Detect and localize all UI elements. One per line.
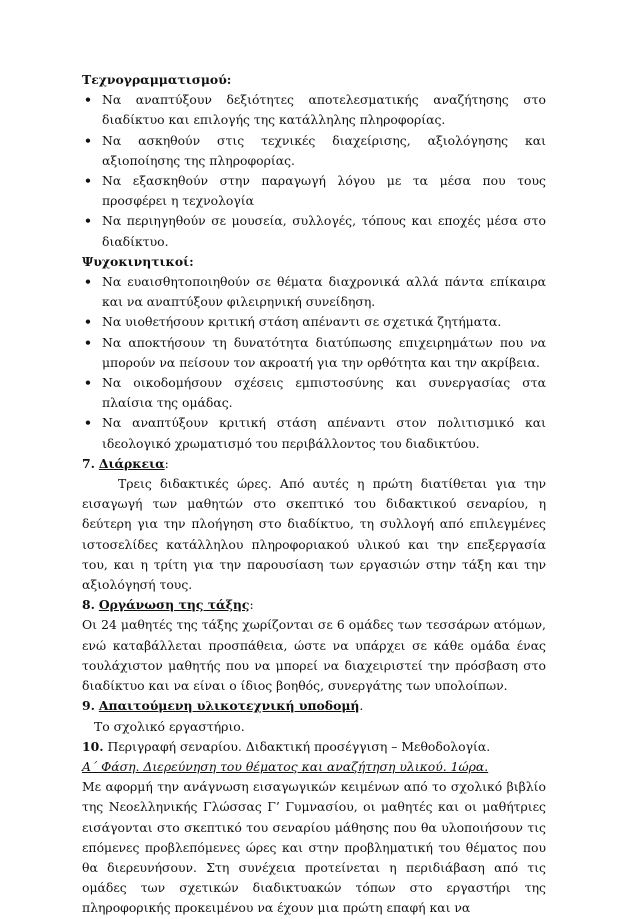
section-class-organization-heading: 8. Οργάνωση της τάξης: (82, 597, 254, 613)
section-title: Οργάνωση της τάξης (98, 597, 250, 613)
section-duration-heading: 7. Διάρκεια: (82, 455, 169, 471)
section-scenario-text: Με αφορμή την ανάγνωση εισαγωγικών κειμένων από το σχολικό βιβλίο της Νεοελληνικής Γλώσσας Γ’ Γυμνασίου, οι μαθητές και οι μαθήτριες εισάγονται στο σκεπτικό του σεναρίου μάθησης που θα υλοποιήσουν τις επόμενες προβλεπόμενες ώρες και στην προβληματική του θέματος που θα διερευνήσουν. Στη συνέχεια προτείνεται η περιδιάβαση από τις ομάδες των σχετικών διαδικτυακών τόπων στο εργαστήρι της πληροφορικής προκειμένου να έχουν μια πρώτη επαφή και να (82, 779, 546, 916)
list-item: • Να εξασκηθούν στην παραγωγή λόγου με τα μέσα που τους προσφέρει η τεχνολογία (84, 173, 546, 209)
bullet-icon: • (84, 375, 92, 391)
list-item: • Να οικοδομήσουν σχέσεις εμπιστοσύνης και συνεργασίας στα πλαίσια της ομάδας. (84, 375, 546, 411)
bullet-icon: • (84, 274, 92, 290)
technoliteracy-list (82, 90, 546, 252)
section-infrastructure-text: Το σχολικό εργαστήριο. (94, 718, 245, 734)
list-item: • Να αποκτήσουν τη δυνατότητα διατύπωσης επιχειρημάτων που να μπορούν να πείσουν τον ακροατή για την ορθότητα και την ακρίβεια. (84, 334, 546, 370)
section-infrastructure-heading: 9. Απαιτούμενη υλικοτεχνική υποδομή. (82, 698, 364, 714)
heading-psychomotor: Ψυχοκινητικοί: (82, 253, 194, 269)
section-title: Απαιτούμενη υλικοτεχνική υποδομή (98, 698, 360, 714)
document-page (82, 70, 546, 919)
phase-a-heading: Α΄ Φάση. Διερεύνηση του θέματος και αναζήτηση υλικού. 1ώρα. (82, 758, 489, 774)
section-duration-text: Τρεις διδακτικές ώρες. Από αυτές η πρώτη διατίθεται για την εισαγωγή των μαθητών στο σκεπτικό του διδακτικού σεναρίου, η δεύτερη για την πλοήγηση στο διαδίκτυο, τη συλλογή από επιλεγμένες ιστοσελίδες κατάλληλου πληροφοριακού υλικού και την επεξεργασία του, και η τρίτη για την παρουσίαση των εργασιών στην τάξη και την αξιολόγησή τους. (82, 476, 546, 593)
list-item: • Να περιηγηθούν σε μουσεία, συλλογές, τόπους και εποχές μέσα στο διαδίκτυο. (84, 213, 546, 249)
bullet-icon: • (84, 213, 92, 229)
list-item: • Να ασκηθούν στις τεχνικές διαχείρισης, αξιολόγησης και αξιοποίησης της πληροφορίας. (84, 132, 546, 168)
list-item: • Να υιοθετήσουν κριτική στάση απέναντι σε σχετικά ζητήματα. (82, 312, 546, 332)
bullet-icon: • (84, 314, 92, 330)
list-item: • Να ευαισθητοποιηθούν σε θέματα διαχρονικά αλλά πάντα επίκαιρα και να αναπτύξουν φιλειρηνική συνείδηση. (84, 274, 546, 310)
heading-technoliteracy: Τεχνογραμματισμού: (82, 72, 232, 87)
bullet-icon: • (84, 173, 92, 189)
bullet-icon: • (84, 132, 92, 148)
bullet-icon: • (84, 415, 92, 431)
section-class-organization-text: Οι 24 μαθητές της τάξης χωρίζονται σε 6 ομάδες των τεσσάρων ατόμων, ενώ καταβάλλεται προσπάθεια, ώστε να υπάρχει σε κάθε ομάδα ένας τουλάχιστον μαθητής που να μπορεί να διαχειριστεί την πρόσβαση στο διαδίκτυο και να είναι ο ίδιος βοηθός, συνεργάτης των υπολοίπων. (82, 617, 546, 694)
list-item: • Να αναπτύξουν κριτική στάση απέναντι στον πολιτισμικό και ιδεολογικό χρωματισμό του περιβάλλοντος του διαδικτύου. (84, 415, 546, 451)
section-scenario-heading: 10. Περιγραφή σεναρίου. Διδακτική προσέγγιση – Μεθοδολογία. (82, 738, 491, 754)
list-item: • Να αναπτύξουν δεξιότητες αποτελεσματικής αναζήτησης στο διαδίκτυο και επιλογής της κατάλληλης πληροφορίας. (84, 92, 546, 128)
bullet-icon: • (84, 92, 92, 108)
psychomotor-list (82, 272, 546, 454)
section-title: Διάρκεια (98, 455, 165, 471)
section-title: Περιγραφή σεναρίου. Διδακτική προσέγγιση – Μεθοδολογία. (107, 738, 491, 754)
bullet-icon: • (84, 334, 92, 350)
